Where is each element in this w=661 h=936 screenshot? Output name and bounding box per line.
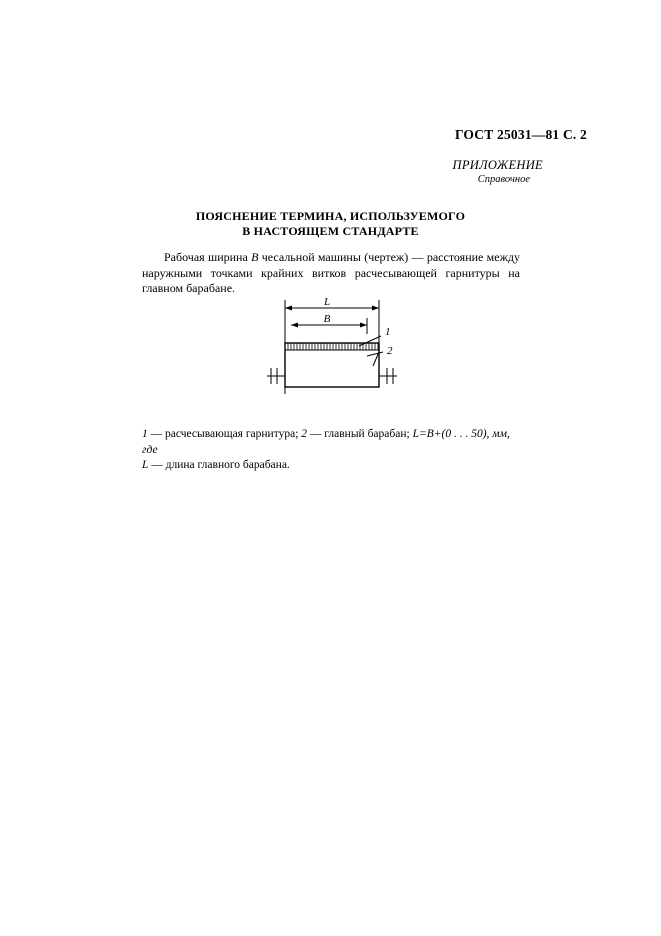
figure-callout-1: 1 <box>385 326 391 338</box>
figure-callout-2: 2 <box>387 345 393 357</box>
appendix-type: Справочное <box>477 174 530 185</box>
page-title-line-1: ПОЯСНЕНИЕ ТЕРМИНА, ИСПОЛЬЗУЕМОГО <box>195 209 466 223</box>
figure-caption <box>142 427 522 474</box>
paragraph-part-1: Рабочая ширина <box>164 250 252 264</box>
caption-item-1-number: 1 <box>142 428 148 440</box>
figure-label-B: B <box>323 313 331 325</box>
caption-item-2-text: — главный барабан; <box>307 428 413 440</box>
caption-item-2-number: 2 <box>301 428 308 440</box>
caption-last-symbol: L <box>142 459 149 471</box>
appendix-label: ПРИЛОЖЕНИЕ <box>452 158 543 172</box>
page-title <box>0 209 661 239</box>
page-title-line-2: В НАСТОЯЩЕМ СТАНДАРТЕ <box>242 224 419 238</box>
figure-label-L: L <box>323 296 331 308</box>
figure-drawing <box>255 294 405 414</box>
paragraph-symbol: B <box>251 250 259 264</box>
body-paragraph <box>142 250 520 297</box>
caption-last-text: — длина главного барабана. <box>148 459 290 471</box>
paragraph-part-2: чесальной машины (чертеж) — расстояние между наружными точками крайних витков расчесывающей гарнитуры на главном барабане. <box>142 250 520 295</box>
caption-item-1-text: — расчесывающая гарнитура; <box>147 428 302 440</box>
caption-formula: L=B+(0 . . . 50), мм, где <box>142 428 510 456</box>
page-header: ГОСТ 25031—81 С. 2 <box>454 127 587 142</box>
